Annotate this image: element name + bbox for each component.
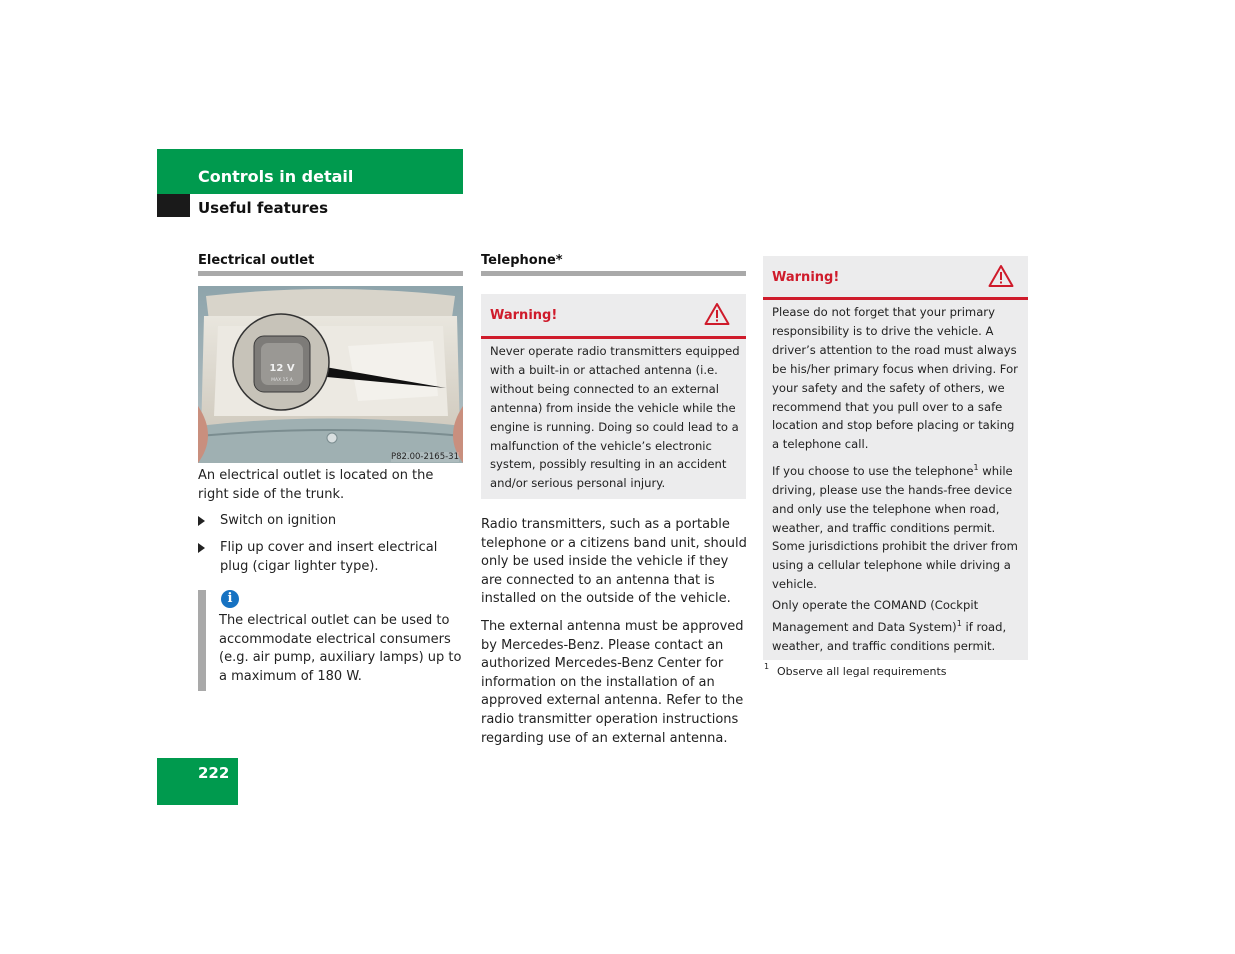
step-text: Flip up cover and insert electrical plug (cigar lighter type). (220, 540, 438, 574)
step-arrow-icon (198, 516, 205, 526)
footnote-ref: 1 (956, 618, 962, 628)
warning-paragraph-2: If you choose to use the telephone$^1$ while driving, please use the hands-free device and only use the telephone when road, weather, and traffic conditions permit. Some jurisdictions prohibit the driver from using a cellular telephone while driving a vehicle. (772, 463, 1018, 592)
svg-text:MAX 15 A: MAX 15 A (271, 378, 293, 383)
trunk-outlet-photo (198, 286, 463, 463)
warning-text: Never operate radio transmitters equipped with a built-in or attached antenna (i.e. without being connected to an external antenna) from inside the vehicle while the engine is running. Doing so could lead to a malfunction of the vehicle’s electronic system, possibly resulting in an accident and/or serious personal injury. (490, 344, 740, 491)
page-number: 222 (198, 764, 230, 782)
warning-title: Warning! (772, 270, 840, 285)
footnote-ref: 1 (973, 463, 979, 472)
chapter-title: Controls in detail (198, 167, 354, 186)
warning-paragraph-1: Please do not forget that your primary responsibility is to drive the vehicle. A driver’s attention to the road must always be his/her primary focus when driving. For your safety and the safety of others, we recommend that you pull over to a safe location and stop before placing or taking a telephone call. (772, 305, 1018, 452)
radio-transmitter-paragraph: Radio transmitters, such as a portable telephone or a citizens band unit, should only be used inside the vehicle if they are connected to an antenna that is installed on the outside of the vehicle. (481, 517, 747, 607)
telephone-heading: Telephone* (481, 253, 563, 268)
heading-rule (481, 271, 746, 276)
step-arrow-icon (198, 543, 205, 553)
warning-box (481, 294, 746, 499)
section-title: Useful features (198, 199, 329, 217)
section-marker (157, 194, 190, 217)
step-text: Switch on ignition (220, 513, 337, 528)
warning-paragraph-3: Only operate the COMAND (Cockpit Management and Data System)$^1$ if road, weather, and traffic conditions permit. (772, 598, 1007, 653)
photo-caption: P82.00-2165-31 (390, 452, 459, 462)
heading-rule (198, 271, 463, 276)
warning-triangle-icon (704, 302, 730, 330)
footnote-mark: 1 (764, 662, 770, 671)
info-icon: i (221, 590, 239, 608)
warning-rule (763, 297, 1028, 300)
warning-title: Warning! (490, 308, 558, 323)
footnote-text: Observe all legal requirements (777, 665, 947, 678)
info-note-text: The electrical outlet can be used to accommodate electrical consumers (e.g. air pump, auxiliary lamps) up to a maximum of 180 W. (219, 613, 462, 684)
external-antenna-paragraph: The external antenna must be approved by Mercedes-Benz. Please contact an authorized Mercedes-Benz Center for information on the installation of an approved external antenna. Refer to the radio transmitter operation instructions regarding use of an external antenna. (481, 619, 744, 746)
info-note-bar (198, 590, 206, 691)
warning-rule (481, 336, 746, 339)
outlet-voltage-label: 12 V (269, 363, 295, 374)
outlet-intro-text: An electrical outlet is located on the right side of the trunk. (198, 468, 434, 502)
warning-triangle-icon (988, 264, 1014, 292)
warning-box (763, 256, 1028, 660)
electrical-outlet-heading: Electrical outlet (198, 253, 315, 268)
step-item (198, 512, 468, 531)
step-item (198, 539, 468, 576)
